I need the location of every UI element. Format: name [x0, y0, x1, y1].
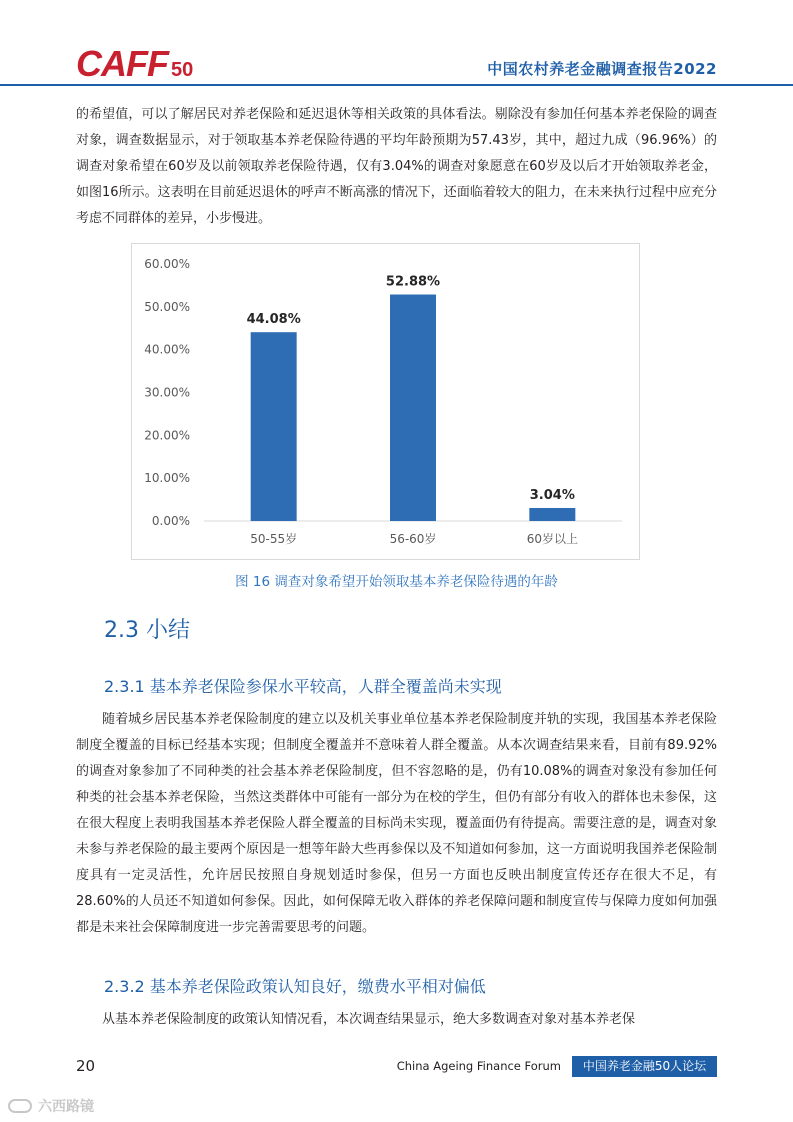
bar [529, 508, 575, 521]
bar-chart [131, 243, 640, 560]
y-tick-label: 20.00% [144, 428, 190, 443]
subsection-paragraph-2: 从基本养老保险制度的政策认知情况看，本次调查结果显示，绝大多数调查对象对基本养老保 [102, 1012, 636, 1027]
figure-caption: 图 16 调查对象希望开始领取基本养老保险待遇的年龄 [235, 574, 558, 590]
bar [251, 332, 297, 521]
data-label: 3.04% [529, 487, 575, 503]
y-tick-label: 60.00% [144, 257, 190, 271]
watermark [8, 1096, 94, 1116]
bar-chart-svg [132, 244, 641, 561]
subsection-paragraph-1: 随着城乡居民基本养老保险制度的建立以及机关事业单位基本养老保险制度并轨的实现，我国基本养老保险制度全覆盖的目标已经基本实现；但制度全覆盖并不意味着人群全覆盖。从本次调查结果来看，目前有89.92%的调查对象参加了不同种类的社会基本养老保险制度，但不容忽略的是，仍有10.08%的调查对象没有参加任何种类的社会基本养老保险，当然这类群体中可能有一部分为在校的学生，但仍有部分有收入的群体也未参保，这在很大程度上表明我国基本养老保险人群全覆盖的目标尚未实现，覆盖面仍有待提高。需要注意的是，调查对象未参与养老保险的最主要两个原因是一想等年龄大些再参保以及不知道如何参加，这一方面说明我国养老保险制度具有一定灵活性，允许居民按照自身规划适时参保，但另一方面也反映出制度宣传还存在很大不足，有28.60%的人员还不知道如何参保。因此，如何保障无收入群体的养老保障问题和制度宣传与保障力度如何加强都是未来社会保障制度进一步完善需要思考的问题。 [76, 712, 717, 935]
x-tick-label: 56-60岁 [389, 532, 437, 546]
x-tick-label: 50-55岁 [250, 532, 298, 546]
data-label: 44.08% [246, 312, 301, 328]
y-tick-label: 0.00% [151, 514, 190, 528]
watermark-text: 六西路镜 [38, 1099, 94, 1115]
x-tick-label: 60岁以上 [526, 532, 578, 546]
report-title: 中国农村养老金融调查报告2022 [487, 60, 717, 78]
y-tick-label: 40.00% [144, 342, 190, 357]
y-tick-label: 30.00% [144, 385, 190, 400]
footer-forum-english: China Ageing Finance Forum [396, 1059, 561, 1073]
subsection-title-2: 2.3.2 基本养老保险政策认知良好，缴费水平相对偏低 [104, 977, 486, 996]
page-number: 20 [76, 1057, 96, 1075]
logo-main-text: CAFF [76, 43, 168, 84]
logo-number: 50 [170, 59, 194, 81]
y-tick-label: 10.00% [144, 471, 190, 486]
data-label: 52.88% [385, 274, 441, 290]
subsection-title-1: 2.3.1 基本养老保险参保水平较高，人群全覆盖尚未实现 [104, 677, 502, 696]
intro-paragraph: 的希望值，可以了解居民对养老保险和延迟退休等相关政策的具体看法。剔除没有参加任何基本养老保险的调查对象，调查数据显示，对于领取基本养老保险待遇的平均年龄预期为57.43岁，其中，超过九成（96.96%）的调查对象希望在60岁及以前领取养老保险待遇，仅有3.04%的调查对象愿意在60岁及以后才开始领取养老金，如图16所示。这表明在目前延迟退休的呼声不断高涨的情况下，还面临着较大的阻力，在未来执行过程中应充分考虑不同群体的差异，小步慢进。 [76, 107, 717, 226]
cloud-icon [8, 1099, 32, 1113]
y-tick-label: 50.00% [144, 299, 190, 314]
bar [390, 294, 436, 521]
section-title: 2.3 小结 [104, 618, 190, 643]
caff50-logo [76, 44, 193, 84]
footer-forum-badge: 中国养老金融50人论坛 [572, 1056, 717, 1077]
header-divider [0, 84, 793, 86]
